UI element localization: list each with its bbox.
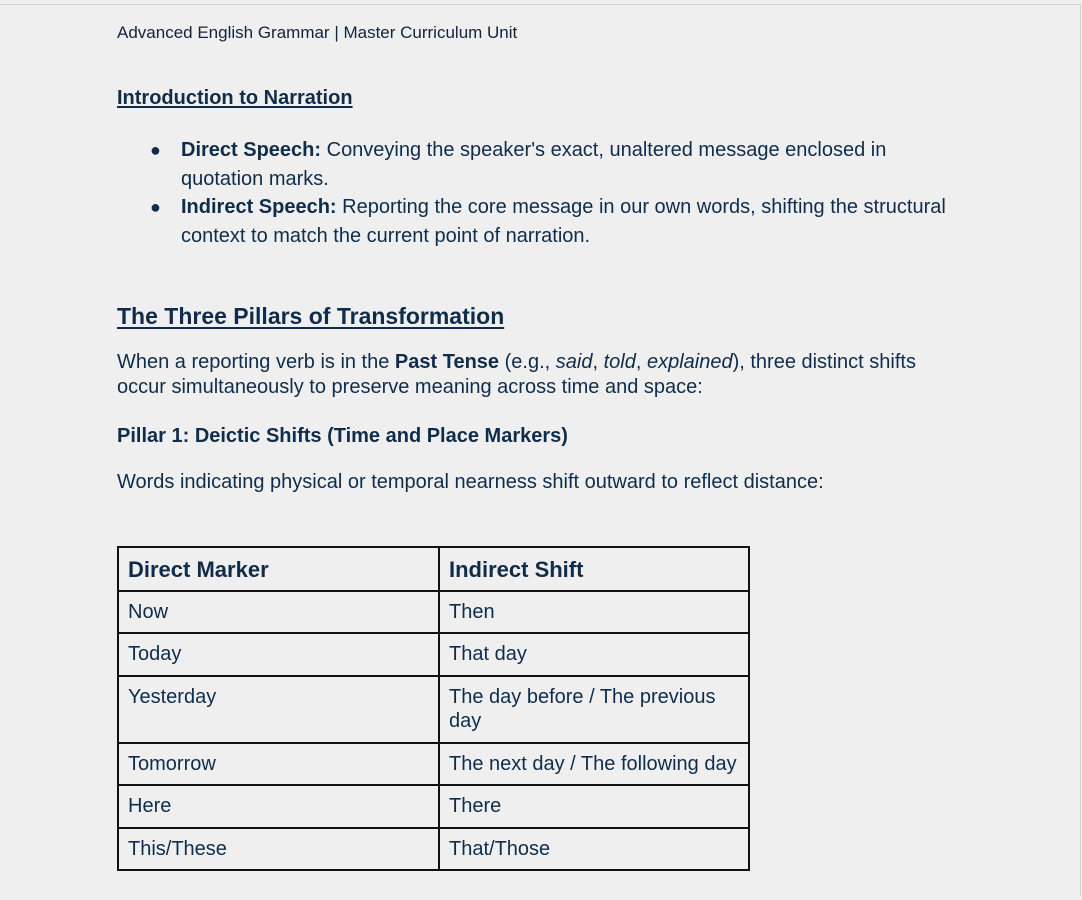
bullet-dot-icon: ● — [150, 140, 161, 160]
example-verb: said — [555, 351, 593, 373]
pillars-heading: The Three Pillars of Transformation — [117, 303, 505, 329]
indirect-shift-cell: That/Those — [439, 828, 749, 871]
pillars-intro-paragraph — [117, 350, 947, 400]
text-run: When a reporting verb is in the — [117, 351, 395, 373]
indirect-shift-cell: The day before / The previous day — [439, 676, 749, 743]
direct-marker-cell: Today — [118, 633, 439, 676]
bullet-dot-icon: ● — [150, 197, 161, 217]
text-run: ), three distinct shifts occur simultaneously to preserve meaning across time and space: — [117, 351, 916, 398]
pillar1-description: Words indicating physical or temporal nearness shift outward to reflect distance: — [117, 471, 824, 493]
bullet-direct-speech — [117, 136, 947, 193]
column-header-indirect-shift: Indirect Shift — [439, 547, 749, 591]
table-row — [118, 743, 749, 786]
text-run: , — [635, 351, 647, 373]
indirect-shift-cell: There — [439, 785, 749, 828]
table-header-row — [118, 547, 749, 591]
column-header-direct-marker: Direct Marker — [118, 547, 439, 591]
table-row — [118, 633, 749, 676]
text-run: , — [592, 351, 604, 373]
deictic-shift-table — [117, 546, 750, 871]
table-row — [118, 828, 749, 871]
table-row — [118, 676, 749, 743]
direct-marker-cell: This/These — [118, 828, 439, 871]
pillar1-heading: Pillar 1: Deictic Shifts (Time and Place Markers) — [117, 425, 568, 447]
direct-marker-cell: Now — [118, 591, 439, 634]
indirect-shift-cell: That day — [439, 633, 749, 676]
direct-marker-cell: Here — [118, 785, 439, 828]
table-row — [118, 591, 749, 634]
intro-bullet-list — [117, 136, 947, 250]
table-row — [118, 785, 749, 828]
course-title: Advanced English Grammar | Master Curriculum Unit — [117, 23, 518, 42]
bullet-indirect-speech — [117, 193, 947, 250]
intro-heading: Introduction to Narration — [117, 87, 353, 109]
indirect-shift-cell: Then — [439, 591, 749, 634]
document-page — [0, 4, 1081, 896]
example-verb: explained — [646, 351, 733, 373]
direct-marker-cell: Yesterday — [118, 676, 439, 743]
bullet-text: Conveying the speaker's exact, unaltered message enclosed in quotation marks. — [181, 139, 887, 190]
bullet-term: Indirect Speech: — [181, 196, 337, 218]
bullet-term: Direct Speech: — [181, 139, 322, 161]
text-run-bold: Past Tense — [394, 351, 500, 373]
indirect-shift-cell: The next day / The following day — [439, 743, 749, 786]
bullet-text: Reporting the core message in our own words, shifting the structural context to match the current point of narration. — [181, 196, 946, 247]
direct-marker-cell: Tomorrow — [118, 743, 439, 786]
text-run: (e.g., — [499, 351, 556, 373]
example-verb: told — [603, 351, 636, 373]
